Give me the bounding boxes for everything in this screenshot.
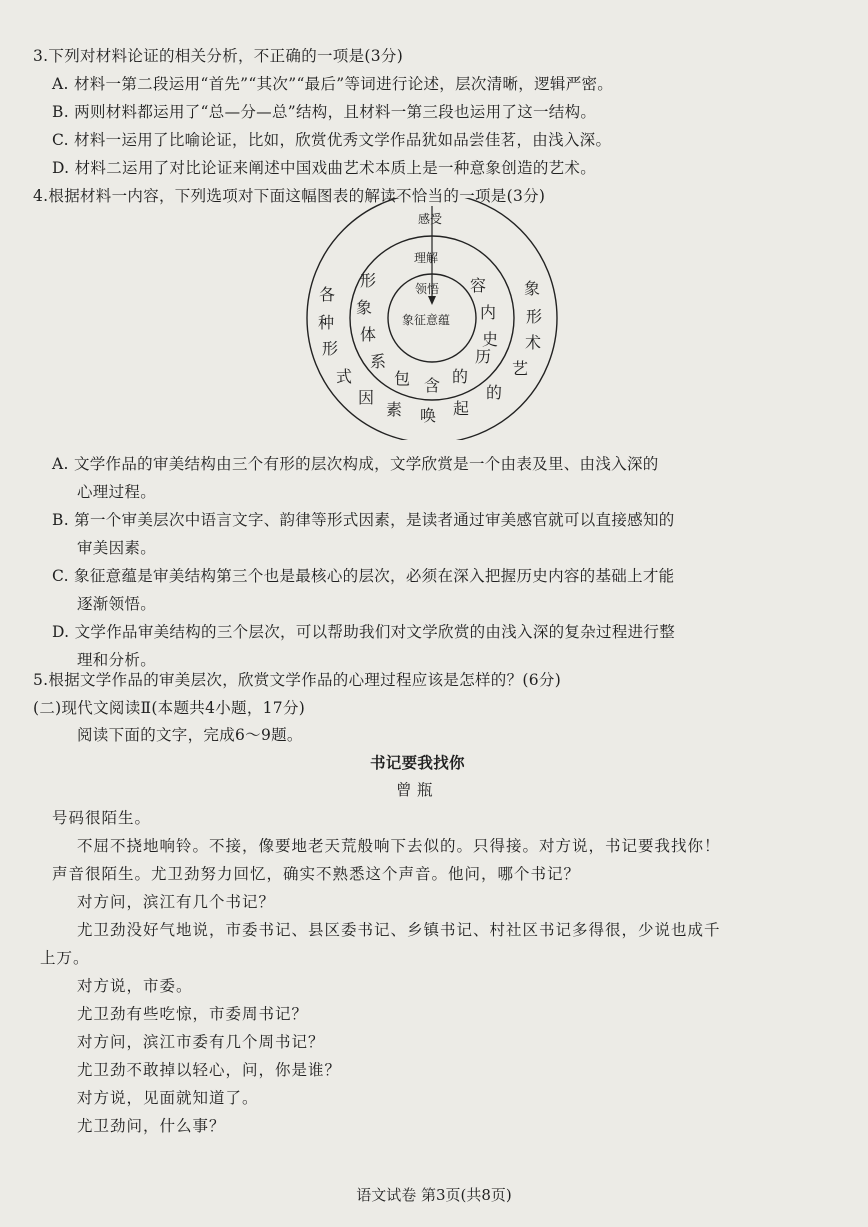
q3-option-d: D. 材料二运用了对比论证来阐述中国戏曲艺术本质上是一种意象创造的艺术。	[52, 159, 597, 177]
outer-right-char-4: 艺	[512, 359, 529, 378]
q4-option-c-line2: 逐渐领悟。	[77, 595, 157, 613]
outer-bottom-char-4: 起	[453, 399, 470, 418]
outer-right-char-5: 的	[486, 383, 503, 402]
section2-instruction: 阅读下面的文字，完成6～9题。	[77, 726, 303, 744]
q4-option-d-line1: D. 文学作品审美结构的三个层次，可以帮助我们对文学欣赏的由浅入深的复杂过程进行整	[52, 623, 676, 641]
section2-heading: (二)现代文阅读Ⅱ(本题共4小题，17分)	[33, 699, 306, 717]
outer-bottom-char-3: 唤	[420, 406, 437, 425]
outer-right-char-1: 象	[524, 279, 541, 298]
middle-right-char-4: 历	[475, 347, 492, 366]
arrow-label-feel: 感受	[418, 212, 443, 226]
outer-bottom-char-2: 素	[386, 400, 403, 419]
q4-option-b-line1: B. 第一个审美层次中语言文字、韵律等形式因素，是读者通过审美感官就可以直接感知的	[52, 511, 675, 529]
story-paragraph: 对方说，市委。	[77, 977, 193, 995]
center-label: 象征意蕴	[402, 313, 451, 327]
middle-bottom-char-2: 含	[424, 376, 441, 395]
middle-right-char-2: 内	[480, 303, 497, 322]
story-paragraph: 尤卫劲没好气地说，市委书记、县区委书记、乡镇书记、村社区书记多得很，少说也成千	[77, 921, 721, 939]
q3-option-a: A. 材料一第二段运用“首先”“其次”“最后”等词进行论述，层次清晰，逻辑严密。	[52, 75, 614, 93]
middle-right-char-3: 史	[482, 330, 499, 349]
q4-stem: 4.根据材料一内容，下列选项对下面这幅图表的解读不恰当的一项是(3分)	[33, 187, 546, 205]
middle-right-char-1: 容	[470, 276, 487, 295]
story-paragraph: 尤卫劲有些吃惊，市委周书记？	[77, 1005, 309, 1023]
story-paragraph: 上万。	[40, 949, 90, 967]
outer-bottom-char-1: 因	[358, 388, 375, 407]
arrow-label-comprehend: 领悟	[415, 282, 440, 296]
story-paragraph: 尤卫劲问，什么事？	[77, 1117, 226, 1135]
middle-left-char-4: 系	[370, 352, 387, 371]
middle-left-char-2: 象	[356, 298, 373, 317]
story-paragraph: 声音很陌生。尤卫劲努力回忆，确实不熟悉这个声音。他问，哪个书记？	[52, 865, 581, 883]
q3-stem: 3.下列对材料论证的相关分析，不正确的一项是(3分)	[33, 47, 404, 65]
outer-left-char-4: 式	[336, 367, 353, 386]
outer-right-char-3: 术	[525, 333, 542, 352]
depth-arrow-head	[428, 296, 436, 305]
page-footer: 语文试卷 第3页(共8页)	[356, 1186, 512, 1204]
outer-left-char-2: 种	[318, 313, 335, 332]
outer-right-char-2: 形	[526, 307, 543, 326]
q4-option-a-line2: 心理过程。	[77, 483, 157, 501]
q4-option-b-line2: 审美因素。	[77, 539, 157, 557]
story-paragraph: 不屈不挠地响铃。不接，像要地老天荒般响下去似的。只得接。对方说，书记要我找你！	[77, 837, 721, 855]
story-paragraph: 尤卫劲不敢掉以轻心，问，你是谁？	[77, 1061, 342, 1079]
q4-option-c-line1: C. 象征意蕴是审美结构第三个也是最核心的层次，必须在深入把握历史内容的基础上才能	[52, 567, 675, 585]
story-author: 曾 瓶	[396, 781, 433, 799]
q3-option-b: B. 两则材料都运用了“总—分—总”结构，且材料一第三段也运用了这一结构。	[52, 103, 597, 121]
story-paragraph: 号码很陌生。	[52, 809, 152, 827]
q4-option-a-line1: A. 文学作品的审美结构由三个有形的层次构成，文学欣赏是一个由表及里、由浅入深的	[52, 455, 659, 473]
story-paragraph: 对方问，滨江有几个书记？	[77, 893, 276, 911]
middle-bottom-char-3: 的	[452, 367, 469, 386]
middle-bottom-char-1: 包	[394, 369, 411, 388]
aesthetic-structure-diagram	[300, 198, 565, 440]
q5-stem: 5.根据文学作品的审美层次，欣赏文学作品的心理过程应该是怎样的？(6分)	[33, 671, 562, 689]
middle-left-char-1: 形	[360, 271, 377, 290]
q4-option-d-line2: 理和分析。	[77, 651, 157, 669]
story-title: 书记要我找你	[370, 753, 465, 772]
q3-option-c: C. 材料一运用了比喻论证，比如，欣赏优秀文学作品犹如品尝佳茗，由浅入深。	[52, 131, 612, 149]
outer-left-char-1: 各	[319, 285, 336, 304]
story-paragraph: 对方问，滨江市委有几个周书记？	[77, 1033, 325, 1051]
arrow-label-understand: 理解	[414, 251, 439, 265]
outer-left-char-3: 形	[322, 339, 339, 358]
story-paragraph: 对方说，见面就知道了。	[77, 1089, 259, 1107]
middle-left-char-3: 体	[360, 325, 377, 344]
